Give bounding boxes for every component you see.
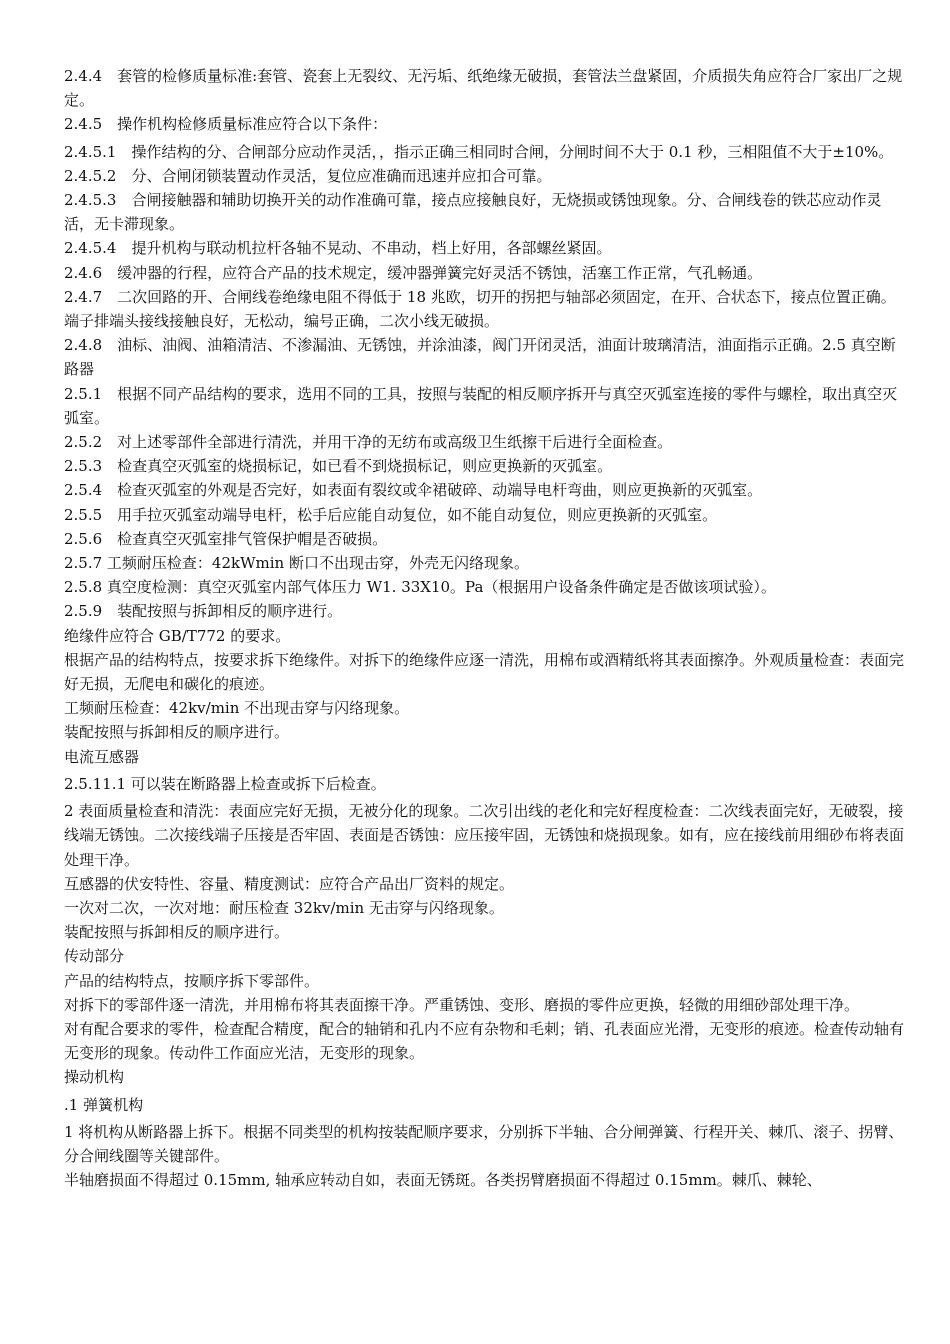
paragraph-2-5-7: 2.5.7 工频耐压检查：42kWmin 断口不出现击穿，外壳无闪络现象。 bbox=[64, 554, 529, 573]
heading-operating-mechanism: 操动机构 bbox=[64, 1068, 125, 1087]
heading-current-transformer: 电流互感器 bbox=[64, 747, 140, 766]
paragraph-2-5-4: 2.5.4 检查灭弧室的外观是否完好，如表面有裂纹或伞裙破碎、动端导电杆弯曲，则应更换新的灭弧室。 bbox=[64, 481, 763, 500]
paragraph-2-4-4: 2.4.4 套管的检修质量标准:套管、瓷套上无裂纹、无污垢、纸绝缘无破损，套管法兰盘紧固，介质损失角应符合厂家出厂之规定。 bbox=[64, 67, 903, 110]
paragraph-2-4-5: 2.4.5 操作机构检修质量标准应符合以下条件： bbox=[64, 115, 388, 134]
paragraph-2-4-5-2: 2.4.5.2 分、合闸闭锁装置动作灵活，复位应准确而迅速并应扣合可靠。 bbox=[64, 166, 552, 185]
paragraph-2-4-7: 2.4.7 二次回路的开、合闸线卷绝缘电阻不得低于 18 兆欧，切开的拐把与轴部必须固定，在开、合状态下，接点位置正确。端子排端头接线接触良好，无松动，编号正确，二次小线无破损。 bbox=[64, 287, 896, 331]
paragraph-2-5-11-1: 2.5.11.1 可以装在断路器上检查或拆下后检查。 bbox=[64, 774, 386, 793]
paragraph-2-4-8: 2.4.8 油标、油阀、油箱清洁、不渗漏油、无锈蚀，并涂油漆，阀门开闭灵活，油面计玻璃清洁，油面指示正确。2.5 真空断路器 bbox=[64, 336, 896, 379]
paragraph-2-5-6: 2.5.6 检查真空灭弧室排气管保护帽是否破损。 bbox=[64, 529, 388, 548]
paragraph-ct-surface-check: 2 表面质量检查和清洗：表面应完好无损，无被分化的现象。二次引出线的老化和完好程度检查：二次线表面完好，无破裂，接线端无锈蚀。二次接线端子压接是否牢固、表面是否锈蚀：应压接牢固，无锈蚀和烧损现象。如有，应在接线前用细砂布将表面处理干净。 bbox=[64, 802, 905, 869]
paragraph-insulation-assembly: 装配按照与拆卸相反的顺序进行。 bbox=[64, 723, 290, 742]
paragraph-transmission-disassembly: 产品的结构特点，按顺序拆下零部件。 bbox=[64, 971, 320, 990]
paragraph-transmission-cleaning: 对拆下的零部件逐一清洗，并用棉布将其表面擦干净。严重锈蚀、变形、磨损的零件应更换，轻微的用细砂部处理干净。 bbox=[64, 995, 860, 1014]
paragraph-2-5-1: 2.5.1 根据不同产品结构的要求，选用不同的工具，按照与装配的相反顺序拆开与真空灭弧室连接的零件与螺栓，取出真空灭弧室。 bbox=[64, 384, 898, 427]
paragraph-spring-wear-limits: 半轴磨损面不得超过 0.15mm, 轴承应转动自如，表面无锈斑。各类拐臂磨损面不得超过 0.15mm。棘爪、棘轮、 bbox=[64, 1171, 822, 1190]
paragraph-insulation-check: 根据产品的结构特点，按要求拆下绝缘件。对拆下的绝缘件应逐一清洗，用棉布或酒精纸将其表面擦净。外观质量检查：表面完好无损，无爬电和碳化的痕迹。 bbox=[64, 650, 905, 694]
paragraph-insulation-standard: 绝缘件应符合 GB/T772 的要求。 bbox=[64, 626, 291, 645]
heading-spring-mechanism: .1 弹簧机构 bbox=[64, 1095, 144, 1114]
heading-transmission: 传动部分 bbox=[64, 947, 125, 966]
paragraph-2-5-3: 2.5.3 检查真空灭弧室的烧损标记，如已看不到烧损标记，则应更换新的灭弧室。 bbox=[64, 457, 613, 476]
paragraph-2-4-6: 2.4.6 缓冲器的行程，应符合产品的技术规定，缓冲器弹簧完好灵活不锈蚀，活塞工作正常，气孔畅通。 bbox=[64, 263, 763, 282]
paragraph-ct-withstand: 一次对二次，一次对地：耐压检查 32kv/min 无击穿与闪络现象。 bbox=[64, 898, 504, 917]
paragraph-2-4-5-4: 2.4.5.4 提升机构与联动机拉杆各轴不晃动、不串动，档上好用，各部螺丝紧固。 bbox=[64, 239, 612, 258]
paragraph-2-4-5-1: 2.4.5.1 操作结构的分、合闸部分应动作灵活，，指示正确三相同时合闸，分闸时间不大于 0.1 秒，三相阻值不大于±10%。 bbox=[64, 142, 894, 161]
paragraph-transmission-fit-check: 对有配合要求的零件，检查配合精度，配合的轴销和孔内不应有杂物和毛刺；销、孔表面应光滑，无变形的痕迹。检查传动轴有无变形的现象。传动件工作面应光洁，无变形的现象。 bbox=[64, 1019, 905, 1063]
paragraph-insulation-withstand: 工频耐压检查：42kv/min 不出现击穿与闪络现象。 bbox=[64, 699, 410, 718]
paragraph-2-5-5: 2.5.5 用手拉灭弧室动端导电杆，松手后应能自动复位，如不能自动复位，则应更换新的灭弧室。 bbox=[64, 505, 718, 524]
document-page bbox=[64, 64, 906, 1192]
paragraph-2-5-8: 2.5.8 真空度检测：真空灭弧室内部气体压力 W1. 33X10。Pa（根据用户设备条件确定是否做该项试验）。 bbox=[64, 578, 776, 597]
paragraph-2-4-5-3: 2.4.5.3 合闸接触器和辅助切换开关的动作准确可靠，接点应接触良好，无烧损或锈蚀现象。分、合闸线卷的铁芯应动作灵活，无卡滞现象。 bbox=[64, 191, 882, 234]
paragraph-spring-disassembly: 1 将机构从断路器上拆下。根据不同类型的机构按装配顺序要求，分别拆下半轴、合分闸弹簧、行程开关、棘爪、滚子、拐臂、分合闸线圈等关键部件。 bbox=[64, 1122, 904, 1165]
paragraph-ct-vi-test: 互感器的伏安特性、容量、精度测试：应符合产品出厂资料的规定。 bbox=[64, 874, 515, 893]
paragraph-2-5-2: 2.5.2 对上述零部件全部进行清洗，并用干净的无纺布或高级卫生纸擦干后进行全面检查。 bbox=[64, 433, 673, 452]
paragraph-2-5-9: 2.5.9 装配按照与拆卸相反的顺序进行。 bbox=[64, 602, 343, 621]
paragraph-ct-assembly: 装配按照与拆卸相反的顺序进行。 bbox=[64, 923, 290, 942]
